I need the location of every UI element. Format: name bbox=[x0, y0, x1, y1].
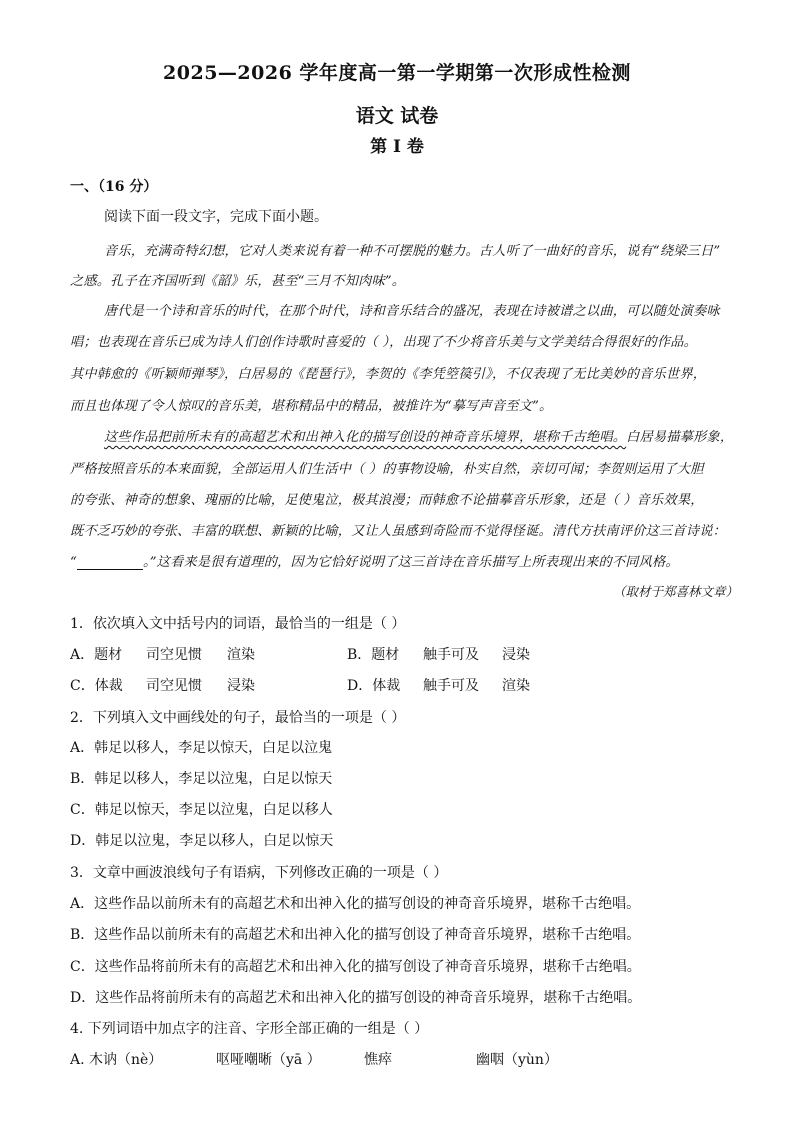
question-stem: 4. 下列词语中加点字的注音、字形全部正确的一组是（ ） bbox=[70, 1021, 429, 1037]
option-a-word2: 呕哑嘲晰（yā ） bbox=[216, 1052, 321, 1068]
option-c: C．韩足以惊天，李足以泣鬼，白足以移人 bbox=[70, 802, 333, 818]
section-heading: 一、（16 分） bbox=[70, 179, 158, 195]
option-b-word3: 浸染 bbox=[502, 647, 530, 663]
volume-title: 第 I 卷 bbox=[370, 137, 424, 157]
passage-line: 而且也体现了令人惊叹的音乐美，堪称精品中的精品，被推许为“摹写声音至文”。 bbox=[70, 399, 553, 414]
option-a-word2: 司空见惯 bbox=[146, 647, 202, 663]
passage-line: 音乐，充满奇特幻想，它对人类来说有着一种不可摆脱的魅力。古人听了一曲好的音乐，说有“绕梁三日” bbox=[104, 244, 721, 259]
passage-line: 的夸张、神奇的想象、瑰丽的比喻，足使鬼泣，极其浪漫；而韩愈不论描摹音乐形象，还是（ ）音乐效果， bbox=[70, 493, 704, 508]
option-a-word1: A. 木讷（nè） bbox=[70, 1052, 163, 1068]
quote-open: “ bbox=[70, 555, 77, 570]
passage-line bbox=[104, 426, 733, 445]
passage-text: 。”这看来是很有道理的，因为它恰好说明了这三首诗在音乐描写上所表现出来的不同风格。 bbox=[142, 555, 679, 570]
option-c-word2: 司空见惯 bbox=[146, 678, 202, 694]
passage-line: 唱；也表现在音乐已成为诗人们创作诗歌时喜爱的（ ），出现了不少将音乐美与文学美结合得很好的作品。 bbox=[70, 335, 697, 350]
passage-text: 白居易描摹形象， bbox=[626, 430, 734, 445]
source-note: （取材于郑喜林文章） bbox=[612, 584, 738, 599]
option-a-word4: 幽咽（yùn） bbox=[476, 1052, 558, 1068]
option-c: C．这些作品将前所未有的高超艺术和出神入化的描写创设了神奇音乐境界，堪称千古绝唱。 bbox=[70, 959, 641, 975]
option-a: A．题材 bbox=[70, 647, 123, 663]
instruction: 阅读下面一段文字，完成下面小题。 bbox=[104, 209, 328, 225]
option-a: A．这些作品以前所未有的高超艺术和出神入化的描写创设的神奇音乐境界，堪称千古绝唱。 bbox=[70, 896, 641, 912]
exam-title: 2025—2026 学年度高一第一学期第一次形成性检测 bbox=[163, 62, 631, 84]
passage-line: 其中韩愈的《听颖师弹琴》，白居易的《琵琶行》，李贺的《李凭箜篌引》，不仅表现了无比美妙的音乐世界， bbox=[70, 367, 707, 382]
option-b: B．题材 bbox=[347, 647, 400, 663]
option-b: B．韩足以移人，李足以泣鬼，白足以惊天 bbox=[70, 771, 333, 787]
passage-line: 既不乏巧妙的夸张、丰富的联想、新颖的比喻，又让人虽感到奇险而不觉得怪诞。清代方扶南评价这三首诗说： bbox=[70, 524, 726, 539]
option-a-word3: 憔瘁 bbox=[364, 1052, 392, 1068]
passage-line: 唐代是一个诗和音乐的时代，在那个时代，诗和音乐结合的盛况，表现在诗被谱之以曲，可以随处演奏咏 bbox=[104, 304, 720, 319]
question-stem: 1．依次填入文中括号内的词语，最恰当的一组是（ ） bbox=[70, 616, 406, 632]
option-c: C．体裁 bbox=[70, 678, 123, 694]
option-d-word2: 触手可及 bbox=[423, 678, 479, 694]
option-d-word3: 渲染 bbox=[502, 678, 530, 694]
passage-line bbox=[70, 551, 679, 570]
question-stem: 2．下列填入文中画线处的句子，最恰当的一项是（ ） bbox=[70, 710, 406, 726]
wavy-underlined-sentence: 这些作品把前所未有的高超艺术和出神入化的描写创设的神奇音乐境界，堪称千古绝唱。 bbox=[104, 430, 627, 445]
option-a-word3: 渲染 bbox=[227, 647, 255, 663]
option-b-word2: 触手可及 bbox=[423, 647, 479, 663]
subject-title: 语文 试卷 bbox=[355, 105, 439, 127]
passage-line: 之感。孔子在齐国听到《韶》乐，甚至“三月不知肉味”。 bbox=[70, 274, 406, 289]
option-d: D．体裁 bbox=[347, 678, 401, 694]
option-c-word3: 浸染 bbox=[227, 678, 255, 694]
passage-line: 严格按照音乐的本来面貌，全部运用人们生活中（ ）的事物设喻，朴实自然，亲切可闻；李贺则运用了大胆 bbox=[70, 462, 704, 477]
option-d: D．这些作品将前所未有的高超艺术和出神入化的描写创设的神奇音乐境界，堪称千古绝唱。 bbox=[70, 990, 642, 1006]
option-a: A．韩足以移人，李足以惊天，白足以泣鬼 bbox=[70, 740, 333, 756]
option-b: B．这些作品以前所未有的高超艺术和出神入化的描写创设了神奇音乐境界，堪称千古绝唱。 bbox=[70, 927, 641, 943]
fill-blank bbox=[77, 555, 143, 570]
option-d: D．韩足以泣鬼，李足以移人，白足以惊天 bbox=[70, 833, 334, 849]
question-stem: 3．文章中画波浪线句子有语病，下列修改正确的一项是（ ） bbox=[70, 865, 448, 881]
